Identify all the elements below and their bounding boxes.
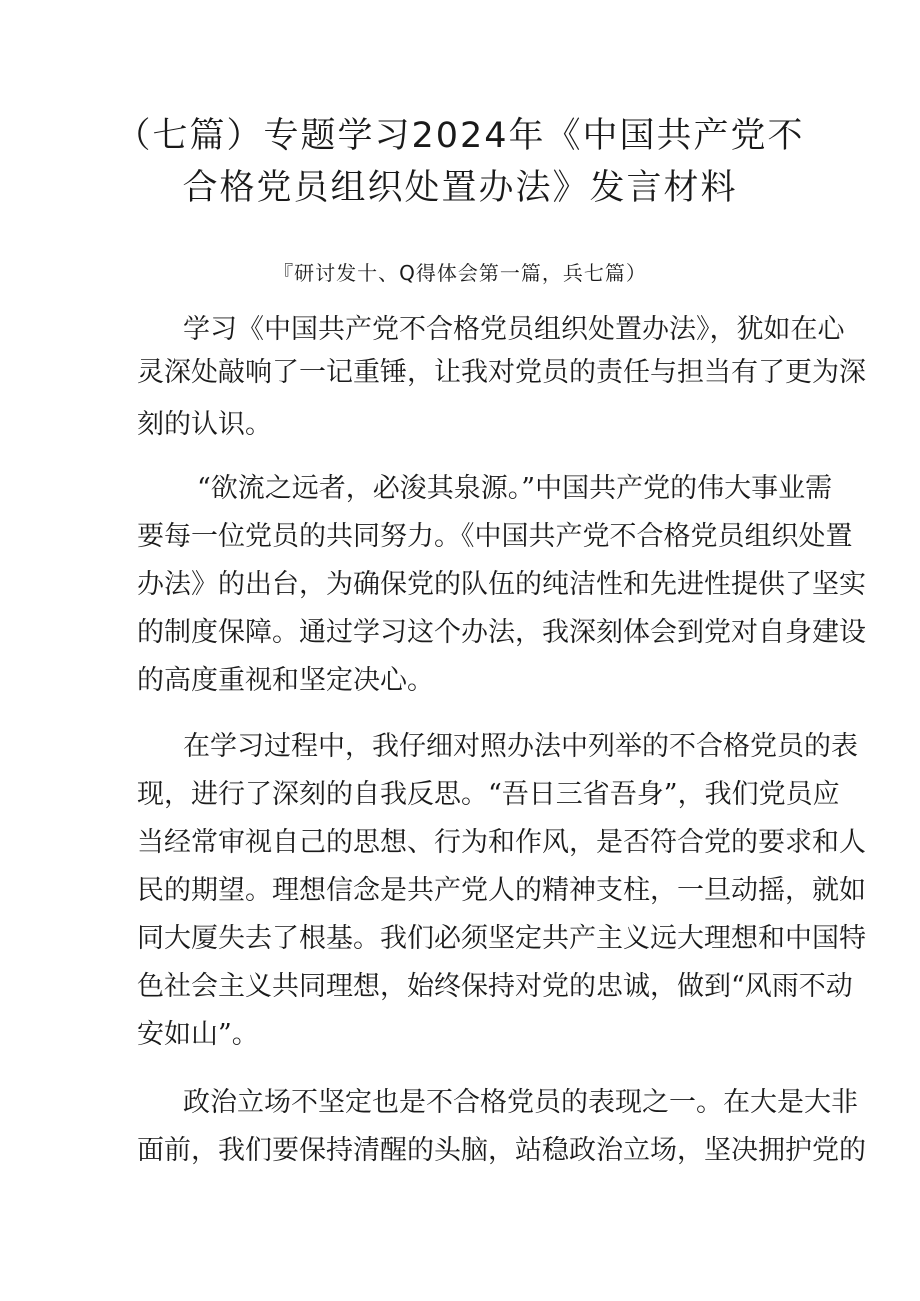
paragraph-4-line-2: 面前，我们要保持清醒的头脑，站稳政治立场，坚决拥护党的 <box>137 1135 866 1166</box>
paragraph-3-line-3: 当经常审视自己的思想、行为和作风，是否符合党的要求和人 <box>137 827 866 858</box>
paragraph-1-line-2: 灵深处敲响了一记重锤，让我对党员的责任与担当有了更为深 <box>137 357 866 388</box>
paragraph-1-line-1: 学习《中国共产党不合格党员组织处置办法》，犹如在心 <box>183 314 845 345</box>
paragraph-3-line-1: 在学习过程中，我仔细对照办法中列举的不合格党员的表 <box>183 731 858 762</box>
paragraph-3-line-6: 色社会主义共同理想，始终保持对党的忠诚，做到“风雨不动 <box>137 971 853 1002</box>
document-title-line-1: （七篇）专题学习2024年《中国共产党不 <box>115 116 805 156</box>
paragraph-3-line-7: 安如山”。 <box>137 1019 259 1050</box>
document-title-line-2: 合格党员组织处置办法》发言材料 <box>182 168 738 208</box>
paragraph-2-line-4: 的制度保障。通过学习这个办法，我深刻体会到党对自身建设 <box>137 617 866 648</box>
document-subtitle: 『研讨发十、Q得体会第一篇，兵七篇） <box>273 261 647 285</box>
paragraph-3-line-2: 现，进行了深刻的自我反思。“吾日三省吾身”，我们党员应 <box>137 779 840 810</box>
paragraph-2-line-5: 的高度重视和坚定决心。 <box>137 665 434 696</box>
paragraph-4-line-1: 政治立场不坚定也是不合格党员的表现之一。在大是大非 <box>183 1087 858 1118</box>
paragraph-3-line-4: 民的期望。理想信念是共产党人的精神支柱，一旦动摇，就如 <box>137 875 866 906</box>
paragraph-3-line-5: 同大厦失去了根基。我们必须坚定共产主义远大理想和中国特 <box>137 923 866 954</box>
paragraph-1-line-3: 刻的认识。 <box>137 409 272 440</box>
paragraph-2-line-2: 要每一位党员的共同努力。《中国共产党不合格党员组织处置 <box>137 521 853 552</box>
paragraph-2-line-1: “欲流之远者，必浚其泉源。”中国共产党的伟大事业需 <box>197 473 833 504</box>
paragraph-2-line-3: 办法》的出台，为确保党的队伍的纯洁性和先进性提供了坚实 <box>137 569 866 600</box>
